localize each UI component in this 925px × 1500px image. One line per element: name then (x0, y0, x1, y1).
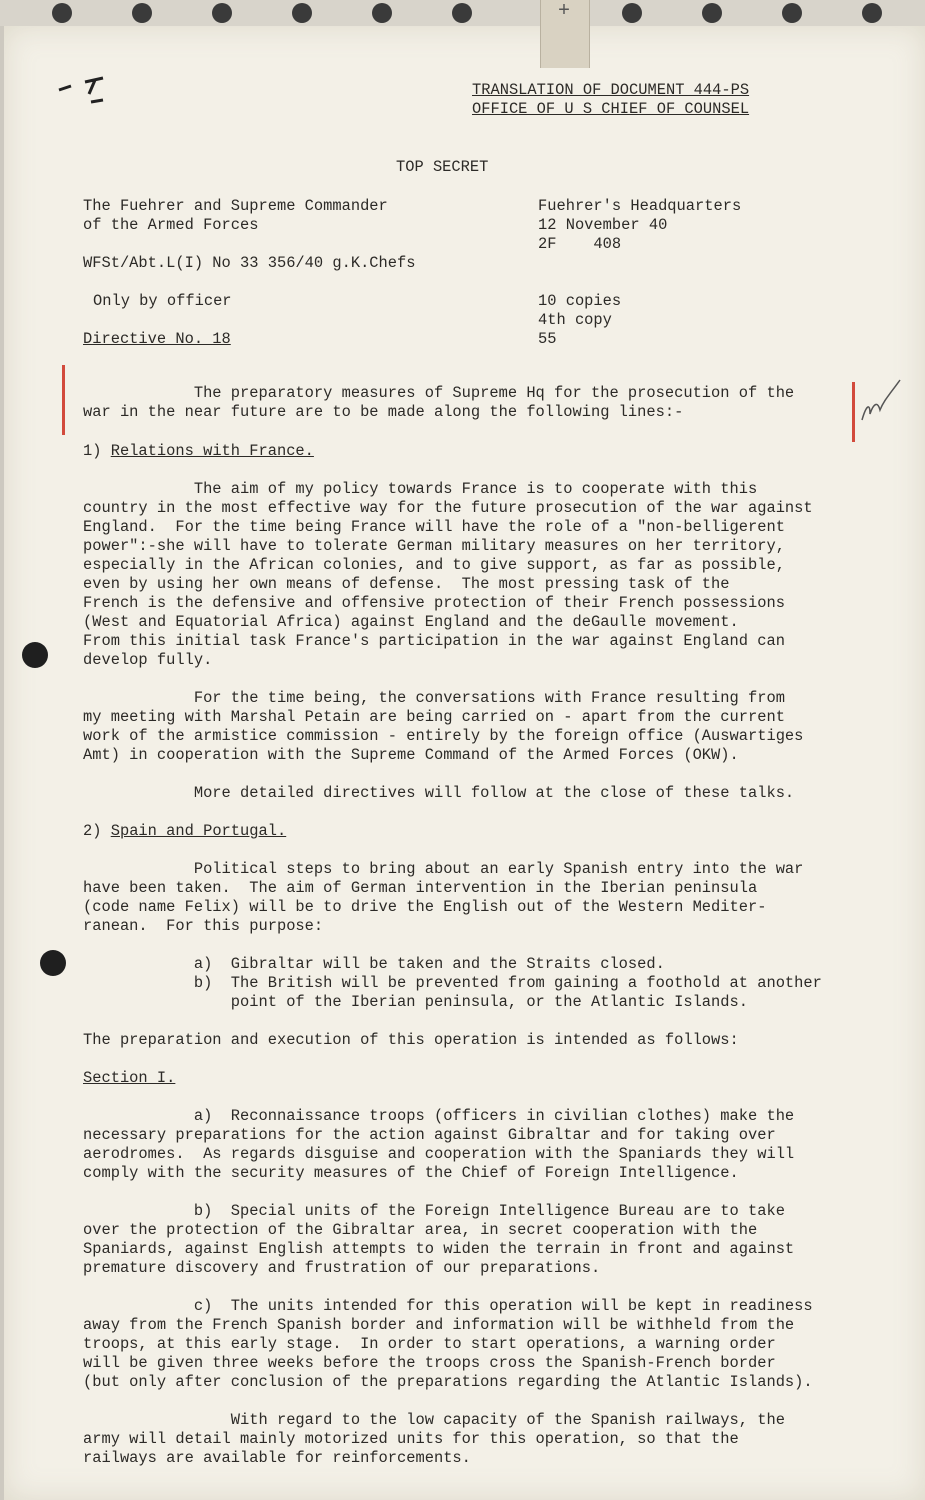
paragraph-line: even by using her own means of defense. The most pressing task of the (83, 575, 730, 593)
paragraph-line: c) The units intended for this operation will be kept in readiness (83, 1297, 813, 1315)
paragraph-line: The preparation and execution of this operation is intended as follows: (83, 1031, 739, 1049)
handling-note: Only by officer (93, 292, 232, 310)
date-line: 12 November 40 (538, 216, 668, 234)
paragraph-line: country in the most effective way for the future prosecution of the war against (83, 499, 813, 517)
margin-mark (62, 365, 65, 435)
paragraph-line: b) Special units of the Foreign Intelligence Bureau are to take (83, 1202, 785, 1220)
paragraph-line: More detailed directives will follow at the close of these talks. (83, 784, 795, 802)
list-item: point of the Iberian peninsula, or the Atlantic Islands. (83, 993, 748, 1011)
paragraph-line: necessary preparations for the action against Gibraltar and for taking over (83, 1126, 776, 1144)
paragraph-line: will be given three weeks before the troops cross the Spanish-French border (83, 1354, 776, 1372)
copies-count: 10 copies (538, 292, 622, 310)
binder-hole (782, 3, 802, 23)
punch-hole (40, 950, 66, 976)
paragraph-line: over the protection of the Gibraltar area, in secret cooperation with the (83, 1221, 758, 1239)
list-item: a) Gibraltar will be taken and the Straits closed. (83, 955, 665, 973)
paragraph-line: ranean. For this purpose: (83, 917, 324, 935)
section-heading-france: 1) Relations with France. (83, 442, 314, 460)
copy-serial: 55 (538, 330, 557, 348)
intro-line: war in the near future are to be made along the following lines:- (83, 403, 684, 421)
paragraph-line: troops, at this early stage. In order to start operations, a warning order (83, 1335, 776, 1353)
paragraph-line: comply with the security measures of the Chief of Foreign Intelligence. (83, 1164, 739, 1182)
paragraph-line: my meeting with Marshal Petain are being carried on - apart from the current (83, 708, 785, 726)
pen-mark-icon (55, 72, 125, 112)
sender-line1: The Fuehrer and Supreme Commander (83, 197, 388, 215)
paragraph-line: For the time being, the conversations with France resulting from (83, 689, 785, 707)
paragraph-line: power":-she will have to tolerate German military measures on her territory, (83, 537, 785, 555)
paragraph-line: (but only after conclusion of the preparations regarding the Atlantic Islands). (83, 1373, 813, 1391)
paragraph-line: Political steps to bring about an early Spanish entry into the war (83, 860, 804, 878)
paragraph-line: The aim of my policy towards France is to cooperate with this (83, 480, 758, 498)
paragraph-line: Amt) in cooperation with the Supreme Command of the Armed Forces (OKW). (83, 746, 739, 764)
binder-hole (862, 3, 882, 23)
directive-number: Directive No. 18 (83, 330, 231, 348)
sender-line2: of the Armed Forces (83, 216, 259, 234)
paragraph-line: (West and Equatorial Africa) against England and the deGaulle movement. (83, 613, 739, 631)
binder-hole (372, 3, 392, 23)
paragraph-line: aerodromes. As regards disguise and cooperation with the Spaniards they will (83, 1145, 795, 1163)
paragraph-line: With regard to the low capacity of the Spanish railways, the (83, 1411, 785, 1429)
tape-mark: + (558, 0, 571, 23)
binder-hole (52, 3, 72, 23)
section-heading-spain: 2) Spain and Portugal. (83, 822, 287, 840)
paragraph-line: army will detail mainly motorized units for this operation, so that the (83, 1430, 739, 1448)
binder-hole (622, 3, 642, 23)
binder-hole (212, 3, 232, 23)
paragraph-line: premature discovery and frustration of our preparations. (83, 1259, 601, 1277)
paragraph-line: a) Reconnaissance troops (officers in civilian clothes) make the (83, 1107, 795, 1125)
binder-hole (132, 3, 152, 23)
paragraph-line: railways are available for reinforcements. (83, 1449, 471, 1467)
paragraph-line: England. For the time being France will have the role of a "non-belligerent (83, 518, 785, 536)
translation-title: TRANSLATION OF DOCUMENT 444-PS (472, 81, 750, 99)
binder-hole (702, 3, 722, 23)
paragraph-line: away from the French Spanish border and information will be withheld from the (83, 1316, 795, 1334)
binder-hole (292, 3, 312, 23)
classification-label: TOP SECRET (396, 158, 489, 176)
list-item: b) The British will be prevented from gaining a foothold at another (83, 974, 822, 992)
paragraph-line: Spaniards, against English attempts to widen the terrain in front and against (83, 1240, 795, 1258)
intro-line: The preparatory measures of Supreme Hq for the prosecution of the (83, 384, 795, 402)
copy-number: 4th copy (538, 311, 612, 329)
serial-line: 2F 408 (538, 235, 622, 253)
paragraph-line: especially in the African colonies, and to give support, as far as possible, (83, 556, 785, 574)
translation-office: OFFICE OF U S CHIEF OF COUNSEL (472, 100, 750, 118)
paragraph-line: (code name Felix) will be to drive the English out of the Western Mediter- (83, 898, 767, 916)
location-line: Fuehrer's Headquarters (538, 197, 742, 215)
reference-number: WFSt/Abt.L(I) No 33 356/40 g.K.Chefs (83, 254, 416, 272)
binder-hole (452, 3, 472, 23)
initials-icon (856, 372, 906, 432)
margin-mark (852, 382, 855, 442)
paragraph-line: From this initial task France's participation in the war against England can (83, 632, 785, 650)
punch-hole (22, 642, 48, 668)
paragraph-line: French is the defensive and offensive protection of their French possessions (83, 594, 785, 612)
paragraph-line: have been taken. The aim of German intervention in the Iberian peninsula (83, 879, 758, 897)
paragraph-line: work of the armistice commission - entirely by the foreign office (Auswartiges (83, 727, 804, 745)
paragraph-line: develop fully. (83, 651, 213, 669)
section-heading-1: Section I. (83, 1069, 176, 1087)
